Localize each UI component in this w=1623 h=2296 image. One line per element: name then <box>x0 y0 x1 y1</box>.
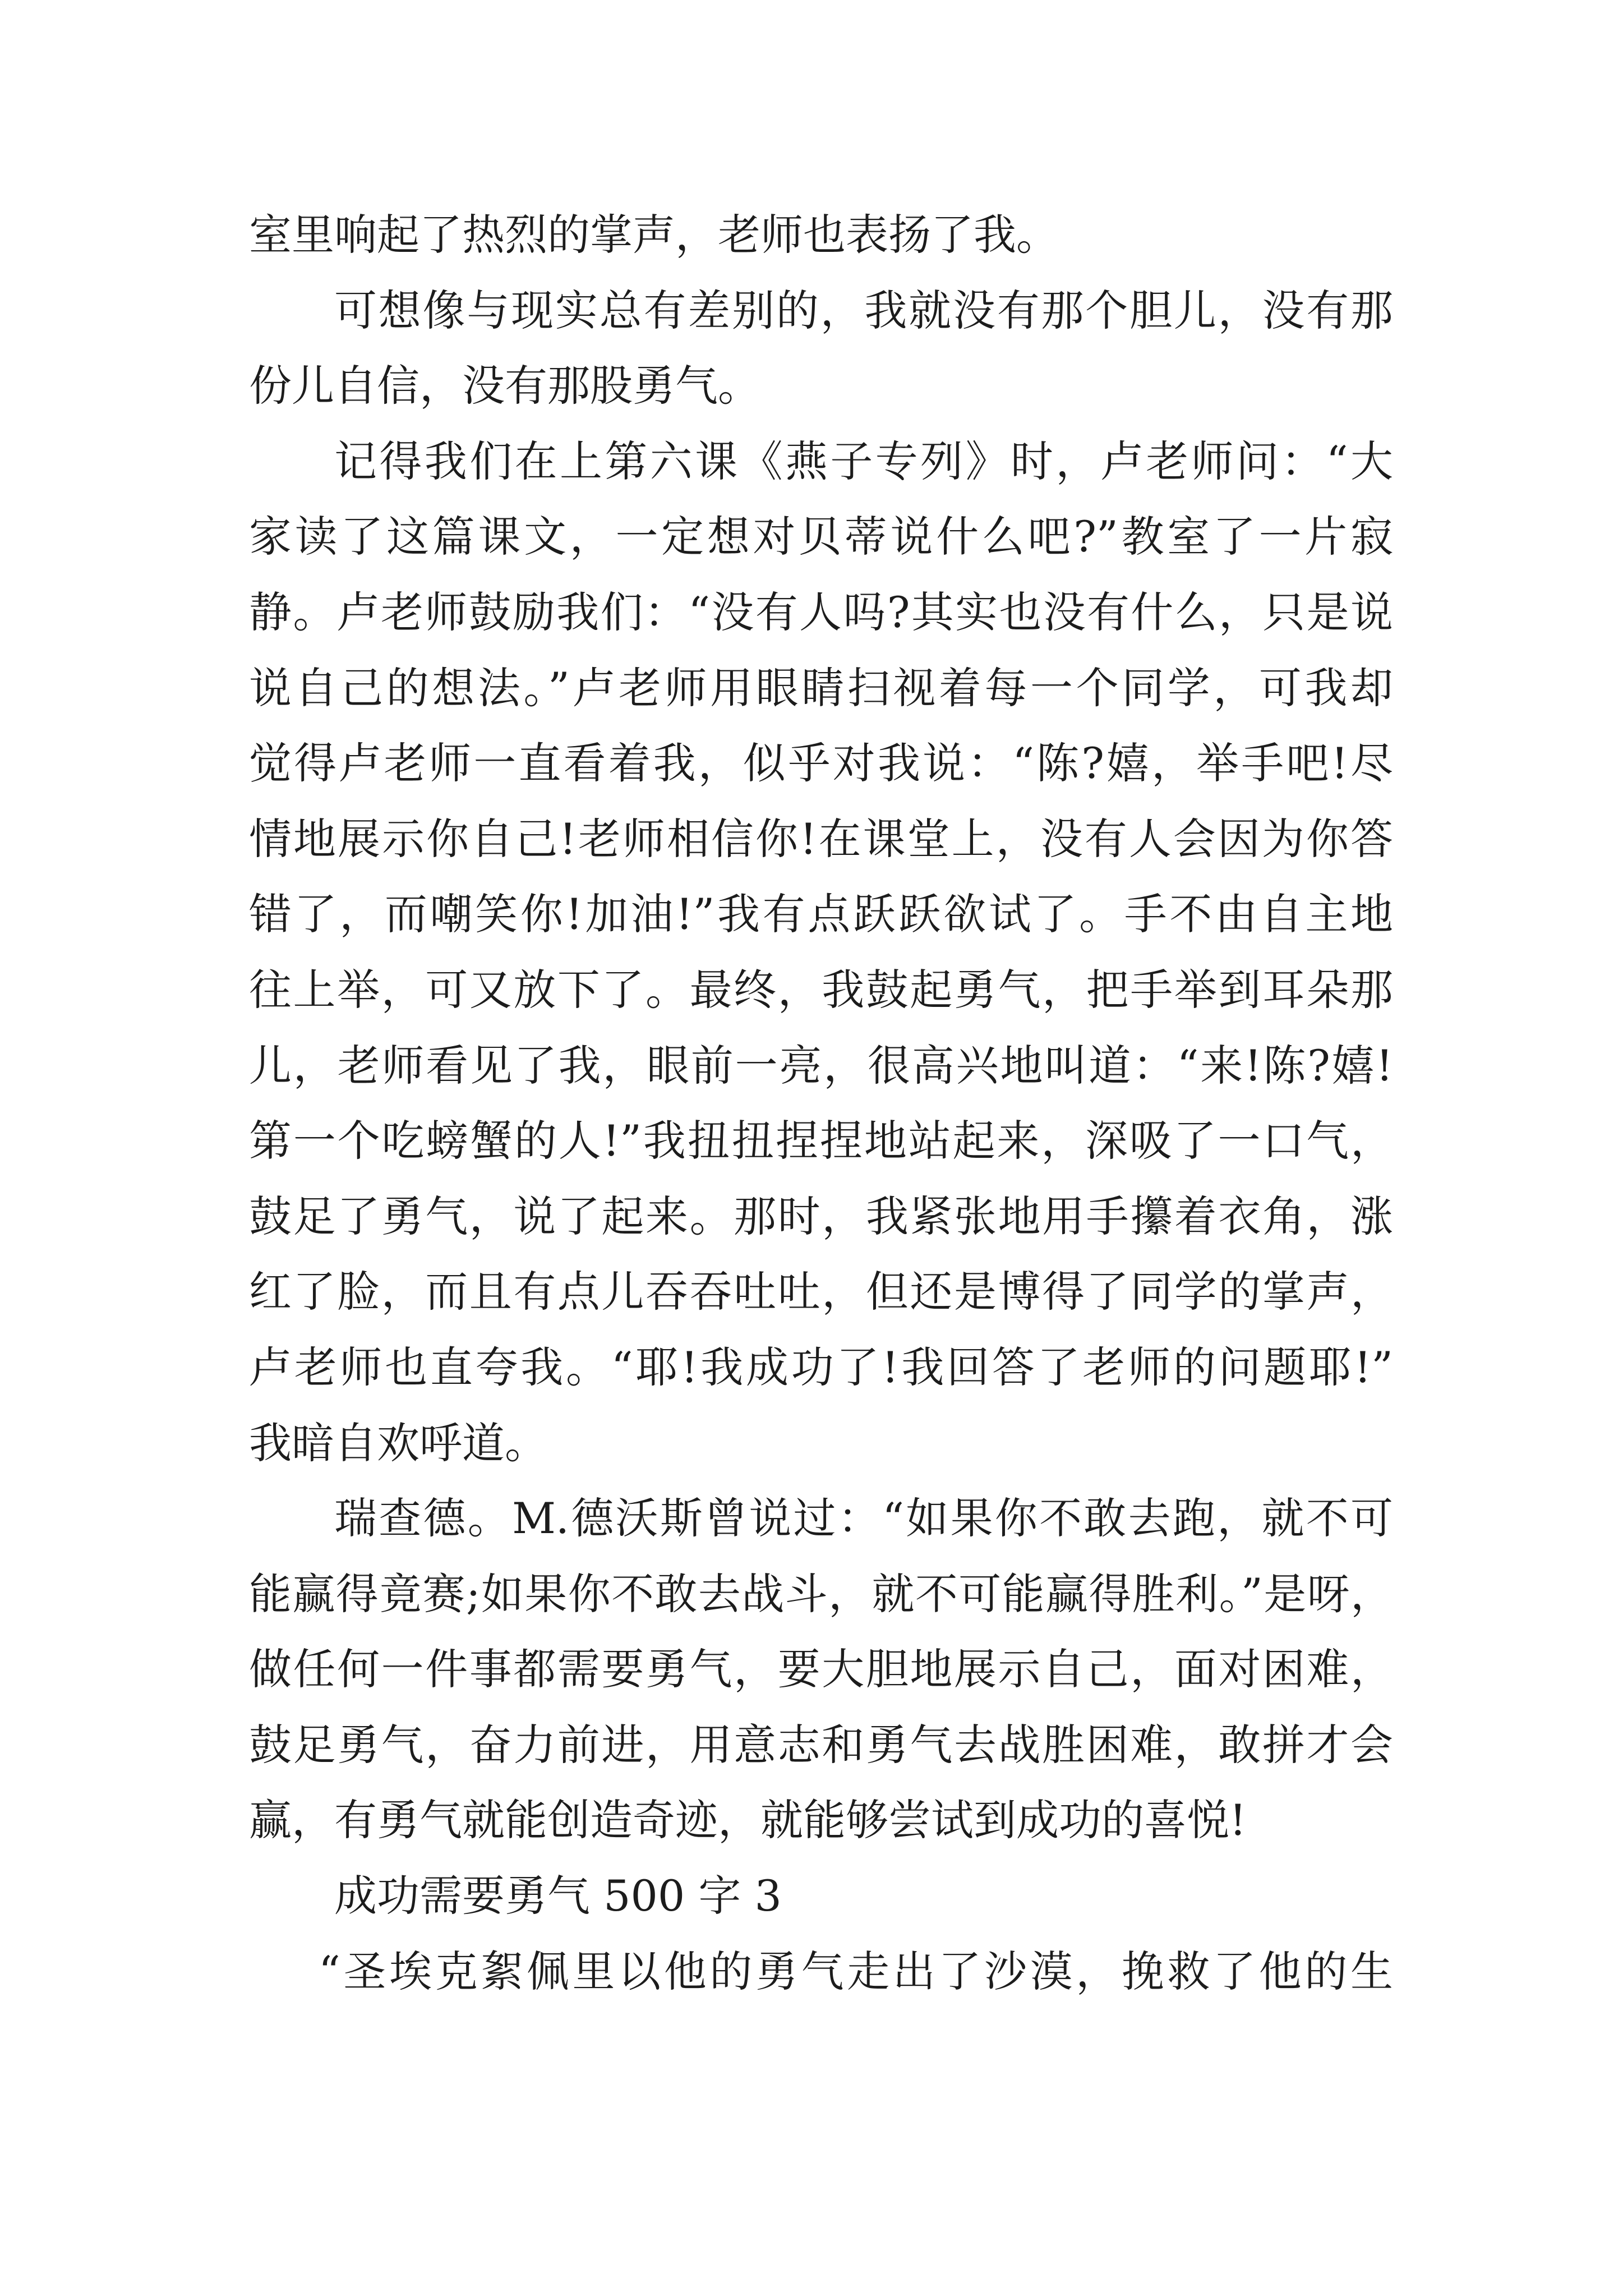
text-line: 往上举，可又放下了。最终，我鼓起勇气，把手举到耳朵那 <box>249 964 1393 1015</box>
section-heading: 成功需要勇气 500 字 3 <box>334 1871 782 1921</box>
text-line: 室里响起了热烈的掌声，老师也表扬了我。 <box>249 210 1059 260</box>
text-line: 儿，老师看见了我，眼前一亮，很高兴地叫道：“来!陈?嬉! <box>249 1040 1393 1091</box>
text-line: 可想像与现实总有差别的，我就没有那个胆儿，没有那 <box>334 285 1393 335</box>
text-line: 觉得卢老师一直看着我，似乎对我说：“陈?嬉，举手吧!尽 <box>249 738 1393 789</box>
text-line: 鼓足勇气，奋力前进，用意志和勇气去战胜困难，敢拼才会 <box>249 1719 1393 1770</box>
text-line: 赢，有勇气就能创造奇迹，就能够尝试到成功的喜悦! <box>249 1795 1247 1846</box>
text-line: 做任何一件事都需要勇气，要大胆地展示自己，面对困难， <box>249 1644 1393 1695</box>
text-line: 错了，而嘲笑你!加油!”我有点跃跃欲试了。手不由自主地 <box>249 889 1393 940</box>
text-line: 静。卢老师鼓励我们：“没有人吗?其实也没有什么，只是说 <box>249 587 1393 637</box>
text-line: “圣埃克絮佩里以他的勇气走出了沙漠，挽救了他的生 <box>319 1946 1393 1996</box>
text-line: 瑞查德。M.德沃斯曾说过：“如果你不敢去跑，就不可 <box>334 1493 1393 1544</box>
text-line: 能赢得竟赛;如果你不敢去战斗，就不可能赢得胜利。”是呀， <box>249 1568 1393 1619</box>
text-line: 第一个吃螃蟹的人!”我扭扭捏捏地站起来，深吸了一口气， <box>249 1116 1393 1166</box>
text-line: 鼓足了勇气，说了起来。那时，我紧张地用手攥着衣角，涨 <box>249 1191 1393 1241</box>
text-line: 份儿自信，没有那股勇气。 <box>249 361 760 411</box>
text-line: 家读了这篇课文，一定想对贝蒂说什么吧?”教室了一片寂 <box>249 512 1393 562</box>
text-line: 记得我们在上第六课《燕子专列》时，卢老师问：“大 <box>334 436 1393 486</box>
text-line: 我暗自欢呼道。 <box>249 1418 547 1468</box>
text-line: 情地展示你自己!老师相信你!在课堂上，没有人会因为你答 <box>249 813 1393 864</box>
text-line: 卢老师也直夸我。“耶!我成功了!我回答了老师的问题耶!” <box>249 1342 1393 1392</box>
text-line: 红了脸，而且有点儿吞吞吐吐，但还是博得了同学的掌声， <box>249 1267 1393 1317</box>
document-body <box>249 197 1393 2009</box>
text-line: 说自己的想法。”卢老师用眼睛扫视着每一个同学，可我却 <box>249 662 1393 713</box>
